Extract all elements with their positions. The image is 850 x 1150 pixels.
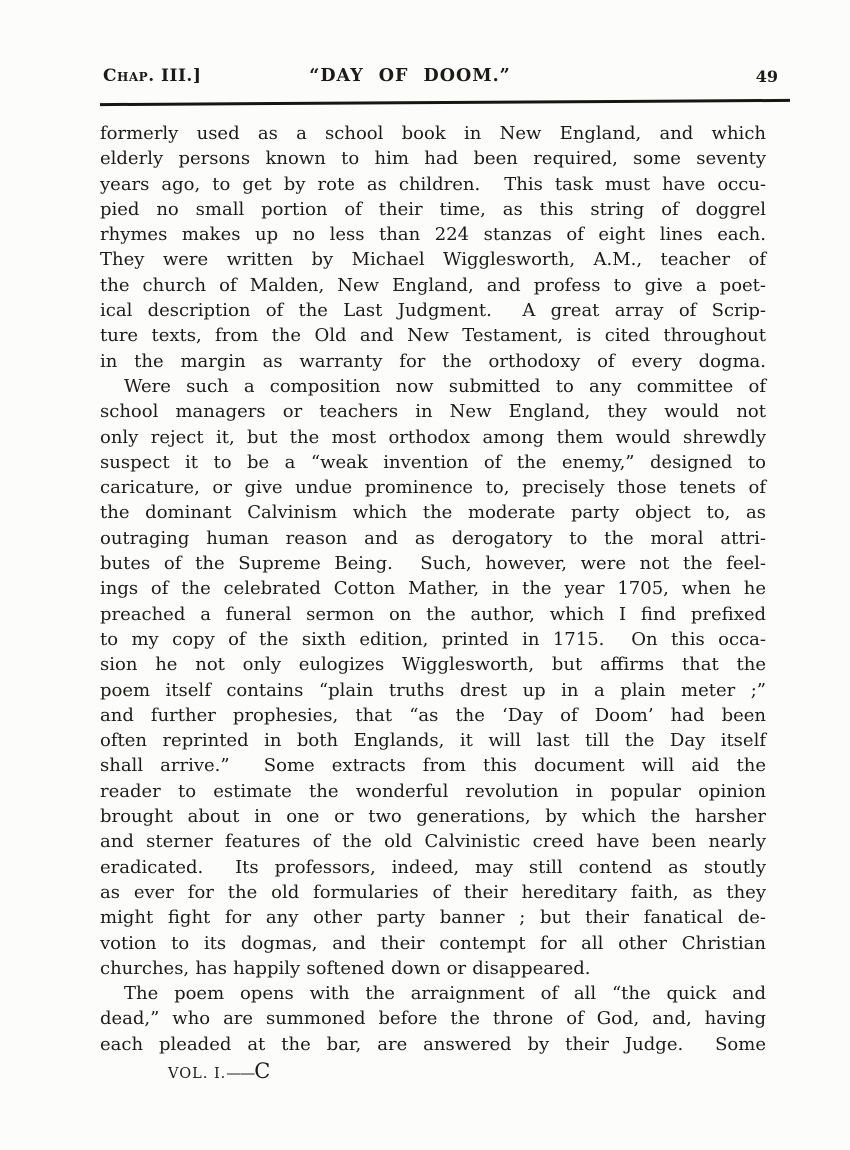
paragraph-2	[100, 374, 766, 981]
text-line: as ever for the old formularies of their hereditary faith, as they	[100, 881, 766, 903]
text-line: rhymes makes up no less than 224 stanzas of eight lines each.	[100, 224, 766, 246]
catchword-initial: C	[254, 1059, 271, 1083]
header-rule	[100, 99, 790, 106]
text-line: only reject it, but the most orthodox among them would shrewdly	[100, 426, 766, 448]
text-line: might fight for any other party banner ; but their fanatical de-	[100, 907, 766, 929]
text-line: reader to estimate the wonderful revolution in popular opinion	[100, 780, 766, 802]
text-line: They were written by Michael Wigglesworth, A.M., teacher of	[100, 249, 766, 271]
page-title: “DAY OF DOOM.”	[309, 66, 511, 86]
text-line: churches, has happily softened down or disappeared.	[100, 957, 591, 979]
text-line: in the margin as warranty for the orthodoxy of every dogma.	[100, 350, 766, 372]
text-line: and further prophesies, that “as the ‘Day of Doom’ had been	[100, 704, 766, 726]
volume-label: VOL. I.	[168, 1066, 227, 1082]
text-line: pied no small portion of their time, as this string of doggrel	[100, 198, 766, 220]
text-line: formerly used as a school book in New England, and which	[100, 123, 766, 144]
text-line: to my copy of the sixth edition, printed in 1715. On this occa-	[100, 628, 766, 650]
text-line: preached a funeral sermon on the author, which I find prefixed	[100, 603, 766, 625]
text-line: caricature, or give undue prominence to, precisely those tenets of	[100, 477, 766, 499]
text-line: years ago, to get by rote as children. This task must have occu-	[100, 173, 766, 195]
text-line: school managers or teachers in New England, they would not	[100, 401, 766, 423]
paragraph-1	[100, 121, 766, 374]
running-header	[100, 66, 790, 92]
text-line: shall arrive.” Some extracts from this document will aid the	[100, 755, 766, 777]
text-line: and sterner features of the old Calvinistic creed have been nearly	[100, 831, 766, 853]
text-line: votion to its dogmas, and their contempt for all other Christian	[100, 932, 766, 954]
text-line: brought about in one or two generations, by which the harsher	[100, 806, 766, 828]
text-line: butes of the Supreme Being. Such, however, were not the feel-	[100, 553, 766, 575]
text-line: ture texts, from the Old and New Testament, is cited throughout	[100, 325, 766, 347]
text-line: eradicated. Its professors, indeed, may still contend as stoutly	[100, 856, 766, 878]
text-line: the dominant Calvinism which the moderate party object to, as	[100, 502, 766, 524]
text-line: The poem opens with the arraignment of all “the quick and	[124, 983, 766, 1005]
text-line: often reprinted in both Englands, it will last till the Day itself	[100, 730, 766, 752]
text-line: outraging human reason and as derogatory to the moral attri-	[100, 527, 766, 549]
text-line: ings of the celebrated Cotton Mather, in the year 1705, when he	[100, 578, 766, 600]
page-body	[100, 121, 766, 1057]
text-line: poem itself contains “plain truths drest up in a plain meter ;”	[100, 679, 766, 701]
footer-signature	[168, 1059, 270, 1083]
text-line: dead,” who are summoned before the throne of God, and, having	[100, 1008, 766, 1030]
text-line: elderly persons known to him had been required, some seventy	[100, 148, 766, 170]
chapter-label: Chap. III.]	[103, 66, 202, 86]
text-line: the church of Malden, New England, and profess to give a poet-	[100, 274, 766, 296]
paragraph-3	[100, 981, 766, 1057]
text-line: suspect it to be a “weak invention of the enemy,” designed to	[100, 451, 766, 473]
text-line: each pleaded at the bar, are answered by their Judge. Some	[100, 1033, 766, 1055]
page-number: 49	[755, 67, 778, 86]
text-line: sion he not only eulogizes Wigglesworth, but affirms that the	[100, 654, 766, 676]
text-line: Were such a composition now submitted to any committee of	[124, 375, 766, 397]
footer-dash: ——	[226, 1064, 255, 1082]
text-line: ical description of the Last Judgment. A great array of Scrip-	[100, 300, 766, 322]
